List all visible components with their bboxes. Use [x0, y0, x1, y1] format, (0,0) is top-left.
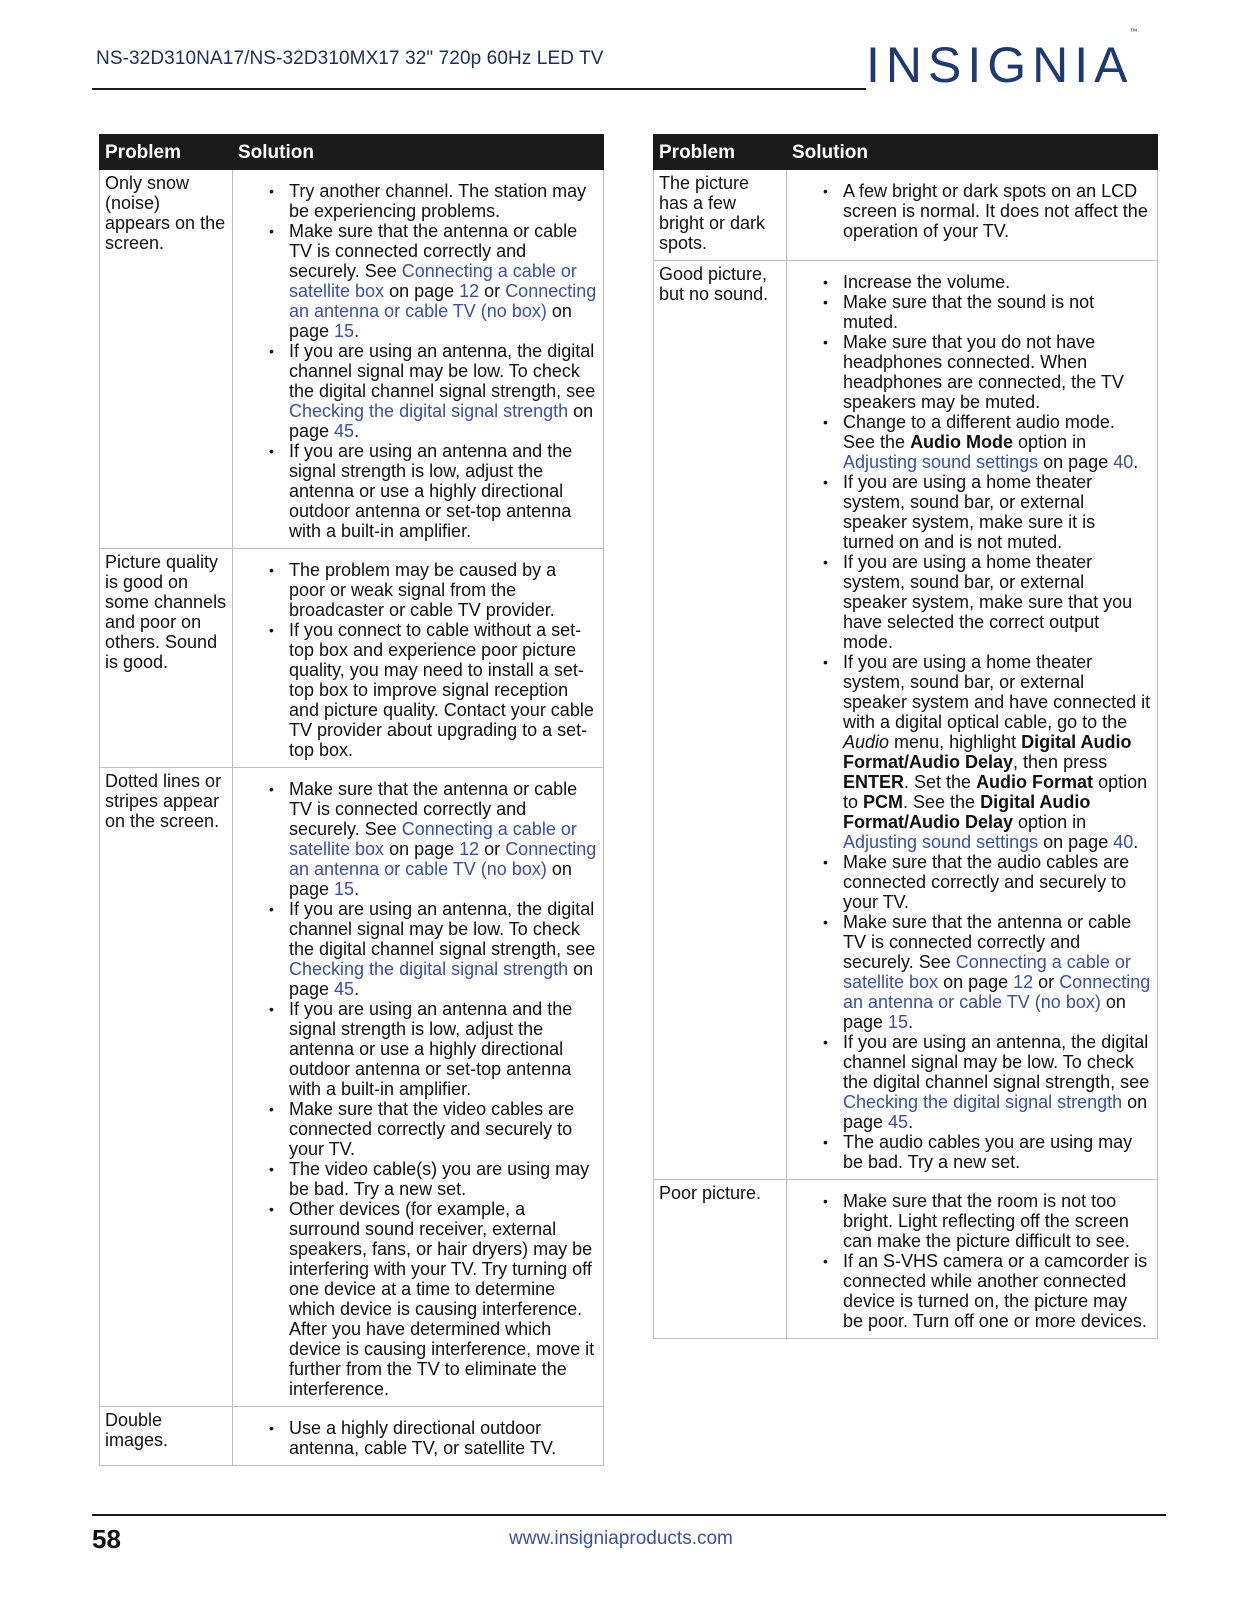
- insignia-logo: [866, 27, 1138, 93]
- table-row: [100, 549, 604, 768]
- solution-text: .: [1133, 832, 1139, 852]
- cross-reference-link[interactable]: Checking the digital signal strength: [289, 401, 569, 421]
- solution-text: .: [354, 421, 360, 441]
- emphasized-term: Digital Audio Format/Audio Delay: [843, 792, 1091, 832]
- solution-list: [787, 1191, 1151, 1331]
- problem-cell: Poor picture.: [654, 1180, 787, 1339]
- solution-cell: [233, 170, 604, 549]
- solution-text: on page: [938, 972, 1014, 992]
- problem-cell: Good picture, but no sound.: [654, 261, 787, 1180]
- solution-text: menu, highlight: [889, 732, 1022, 752]
- solution-text: If you are using an antenna and the signal strength is low, adjust the antenna or use a highly directional outdoor antenna or set-top antenna with a built-in amplifier.: [289, 441, 573, 541]
- solution-cell: [233, 549, 604, 768]
- solution-text: on page: [843, 992, 1126, 1032]
- table-row: [654, 261, 1158, 1180]
- solution-text: on page: [1038, 452, 1114, 472]
- solution-text: If you are using a home theater system, sound bar, or external speaker system, make sure it is turned on and is not muted.: [843, 472, 1096, 552]
- solution-text: If you are using an antenna, the digital channel signal may be low. To check the digital channel signal strength, see: [289, 341, 596, 401]
- solution-item: [843, 1251, 1151, 1331]
- solution-text: A few bright or dark spots on an LCD screen is normal. It does not affect the operation of your TV.: [843, 181, 1148, 241]
- table-row: [100, 768, 604, 1407]
- solution-text: Make sure that the audio cables are connected correctly and securely to your TV.: [843, 852, 1130, 912]
- cross-reference-link[interactable]: Connecting a cable or satellite box: [289, 819, 577, 859]
- solution-text: The video cable(s) you are using may be bad. Try a new set.: [289, 1159, 590, 1199]
- solution-text: Make sure that the sound is not muted.: [843, 292, 1095, 332]
- cross-reference-link[interactable]: Adjusting sound settings: [843, 832, 1039, 852]
- solution-item: [289, 779, 597, 899]
- page-number: 58: [92, 1524, 121, 1554]
- solution-column-header: Solution: [233, 135, 604, 170]
- footer-divider: [92, 1514, 1166, 1516]
- solution-text: If you are using a home theater system, sound bar, or external speaker system, make sure that you have selected the correct output mode.: [843, 552, 1133, 652]
- problem-cell: Double images.: [100, 1407, 233, 1466]
- solution-text: Other devices (for example, a surround sound receiver, external speakers, fans, or hair dryers) may be interfering with your TV. Try turning off one device at a time to determine which device is causing interference. After you have determined which device is causing interference, move it further from the TV to eliminate the interference.: [289, 1199, 595, 1399]
- solution-item: [289, 181, 597, 221]
- solution-text: on page: [289, 301, 572, 341]
- cross-reference-link[interactable]: Connecting an antenna or cable TV (no box): [289, 281, 597, 321]
- solution-text: Make sure that the antenna or cable TV is connected correctly and securely. See: [843, 912, 1132, 972]
- solution-text: .: [354, 879, 360, 899]
- solution-item: [843, 472, 1151, 552]
- emphasized-term: PCM: [863, 792, 904, 812]
- solution-item: [289, 1159, 597, 1199]
- solution-item: [289, 620, 597, 760]
- solution-text: .: [908, 1112, 914, 1132]
- solution-text: on page: [843, 1092, 1148, 1132]
- solution-text: on page: [289, 401, 594, 441]
- solution-item: [843, 332, 1151, 412]
- logo-wordmark: INSIGNIA: [866, 37, 1134, 93]
- solution-text: .: [354, 321, 360, 341]
- solution-item: [843, 912, 1151, 1032]
- solution-item: [289, 1099, 597, 1159]
- website-link[interactable]: www.insigniaproducts.com: [509, 1528, 733, 1549]
- solution-item: [289, 221, 597, 341]
- solution-item: [289, 441, 597, 541]
- solution-text: on page: [289, 959, 594, 999]
- solution-text: option in: [1013, 812, 1087, 832]
- solution-text: or: [479, 281, 506, 301]
- solution-text: . See the: [903, 792, 981, 812]
- troubleshooting-table-left: [99, 134, 604, 1466]
- cross-reference-link[interactable]: 40: [1113, 452, 1134, 472]
- solution-text: .: [1133, 452, 1139, 472]
- cross-reference-link[interactable]: 40: [1113, 832, 1134, 852]
- cross-reference-link[interactable]: 45: [334, 421, 355, 441]
- solution-text: , then press: [1013, 752, 1108, 772]
- solution-text: Use a highly directional outdoor antenna, cable TV, or satellite TV.: [289, 1418, 557, 1458]
- header-divider: [92, 88, 866, 90]
- solution-text: .: [354, 979, 360, 999]
- solution-text: If you are using a home theater system, sound bar, or external speaker system and have connected it with a digital optical cable, go to the: [843, 652, 1151, 732]
- solution-text: If you are using an antenna and the signal strength is low, adjust the antenna or use a highly directional outdoor antenna or set-top antenna with a built-in amplifier.: [289, 999, 573, 1099]
- solution-text: .: [908, 1012, 914, 1032]
- solution-text: on page: [384, 281, 460, 301]
- cross-reference-link[interactable]: 15: [334, 321, 355, 341]
- solution-item: [289, 899, 597, 999]
- problem-cell: The picture has a few bright or dark spots.: [654, 170, 787, 261]
- solution-text: Increase the volume.: [843, 272, 1011, 292]
- emphasized-term: Digital Audio Format/Audio Delay: [843, 732, 1132, 772]
- document-title: NS-32D310NA17/NS-32D310MX17 32" 720p 60Hz LED TV: [96, 48, 604, 69]
- solution-cell: [233, 768, 604, 1407]
- solution-item: [289, 1199, 597, 1399]
- solution-text: Try another channel. The station may be experiencing problems.: [289, 181, 587, 221]
- cross-reference-link[interactable]: Checking the digital signal strength: [843, 1092, 1123, 1112]
- solution-item: [843, 1132, 1151, 1172]
- solution-item: [289, 560, 597, 620]
- cross-reference-link[interactable]: 12: [1013, 972, 1034, 992]
- solution-item: [289, 341, 597, 441]
- table-header-row: [654, 135, 1158, 170]
- solution-list: [233, 779, 597, 1399]
- solution-item: [289, 1418, 597, 1458]
- solution-list: [787, 181, 1151, 241]
- solution-cell: [787, 261, 1158, 1180]
- solution-text: Make sure that the antenna or cable TV is connected correctly and securely. See: [289, 221, 578, 281]
- solution-item: [843, 852, 1151, 912]
- solution-item: [843, 652, 1151, 852]
- solution-text: on page: [289, 859, 572, 899]
- solution-text: option in: [1013, 432, 1087, 452]
- emphasized-term: Audio: [843, 732, 890, 752]
- solution-text: If you are using an antenna, the digital channel signal may be low. To check the digital channel signal strength, see: [289, 899, 596, 959]
- solution-item: [843, 412, 1151, 472]
- cross-reference-link[interactable]: 45: [334, 979, 355, 999]
- solution-list: [233, 181, 597, 541]
- problem-cell: Only snow (noise) appears on the screen.: [100, 170, 233, 549]
- problem-column-header: Problem: [654, 135, 787, 170]
- table-header-row: [100, 135, 604, 170]
- solution-text: or: [1033, 972, 1060, 992]
- solution-item: [843, 181, 1151, 241]
- solution-cell: [233, 1407, 604, 1466]
- solution-text: on page: [384, 839, 460, 859]
- solution-item: [843, 1191, 1151, 1251]
- solution-text: The audio cables you are using may be bad. Try a new set.: [843, 1132, 1133, 1172]
- solution-text: on page: [1038, 832, 1114, 852]
- cross-reference-link[interactable]: 15: [334, 879, 355, 899]
- cross-reference-link[interactable]: Connecting a cable or satellite box: [289, 261, 577, 301]
- table-row: [100, 170, 604, 549]
- solution-text: If you are using an antenna, the digital channel signal may be low. To check the digital channel signal strength, see: [843, 1032, 1150, 1092]
- solution-list: [787, 272, 1151, 1172]
- solution-text: option to: [843, 772, 1148, 812]
- emphasized-term: Audio Mode: [910, 432, 1014, 452]
- table-body: [100, 170, 604, 1466]
- cross-reference-link[interactable]: 12: [459, 281, 480, 301]
- problem-cell: Dotted lines or stripes appear on the screen.: [100, 768, 233, 1407]
- problem-cell: Picture quality is good on some channels and poor on others. Sound is good.: [100, 549, 233, 768]
- solution-text: The problem may be caused by a poor or weak signal from the broadcaster or cable TV provider.: [289, 560, 557, 620]
- table-row: [654, 170, 1158, 261]
- solution-text: Change to a different audio mode. See the: [843, 412, 1115, 452]
- cross-reference-link[interactable]: Connecting a cable or satellite box: [843, 952, 1131, 992]
- cross-reference-link[interactable]: 12: [459, 839, 480, 859]
- solution-text: If you connect to cable without a set-top box and experience poor picture quality, you may need to install a set-top box to improve signal reception and picture quality. Contact your cable TV provider about upgrading to a set-top box.: [289, 620, 594, 760]
- cross-reference-link[interactable]: Adjusting sound settings: [843, 452, 1039, 472]
- solution-cell: [787, 1180, 1158, 1339]
- cross-reference-link[interactable]: 15: [888, 1012, 909, 1032]
- problem-column-header: Problem: [100, 135, 233, 170]
- solution-text: Make sure that the antenna or cable TV is connected correctly and securely. See: [289, 779, 578, 839]
- solution-item: [843, 272, 1151, 292]
- solution-text: . Set the: [904, 772, 977, 792]
- cross-reference-link[interactable]: 45: [888, 1112, 909, 1132]
- emphasized-term: ENTER: [843, 772, 905, 792]
- table-row: [100, 1407, 604, 1466]
- solution-text: or: [479, 839, 506, 859]
- solution-list: [233, 1418, 597, 1458]
- solution-item: [289, 999, 597, 1099]
- solution-item: [843, 1032, 1151, 1132]
- table-body: [654, 170, 1158, 1339]
- solution-item: [843, 552, 1151, 652]
- table-row: [654, 1180, 1158, 1339]
- cross-reference-link[interactable]: Connecting an antenna or cable TV (no box): [289, 839, 597, 879]
- solution-text: Make sure that you do not have headphones connected. When headphones are connected, the TV speakers may be muted.: [843, 332, 1124, 412]
- troubleshooting-table-right: [653, 134, 1158, 1339]
- cross-reference-link[interactable]: Connecting an antenna or cable TV (no box): [843, 972, 1151, 1012]
- trademark-mark: ™: [1129, 27, 1138, 37]
- solution-list: [233, 560, 597, 760]
- solution-text: If an S-VHS camera or a camcorder is connected while another connected device is turned on, the picture may be poor. Turn off one or more devices.: [843, 1251, 1148, 1331]
- solution-text: Make sure that the room is not too bright. Light reflecting off the screen can make the picture difficult to see.: [843, 1191, 1130, 1251]
- emphasized-term: Audio Format: [976, 772, 1094, 792]
- solution-text: Make sure that the video cables are connected correctly and securely to your TV.: [289, 1099, 575, 1159]
- solution-item: [843, 292, 1151, 332]
- solution-column-header: Solution: [787, 135, 1158, 170]
- solution-cell: [787, 170, 1158, 261]
- cross-reference-link[interactable]: Checking the digital signal strength: [289, 959, 569, 979]
